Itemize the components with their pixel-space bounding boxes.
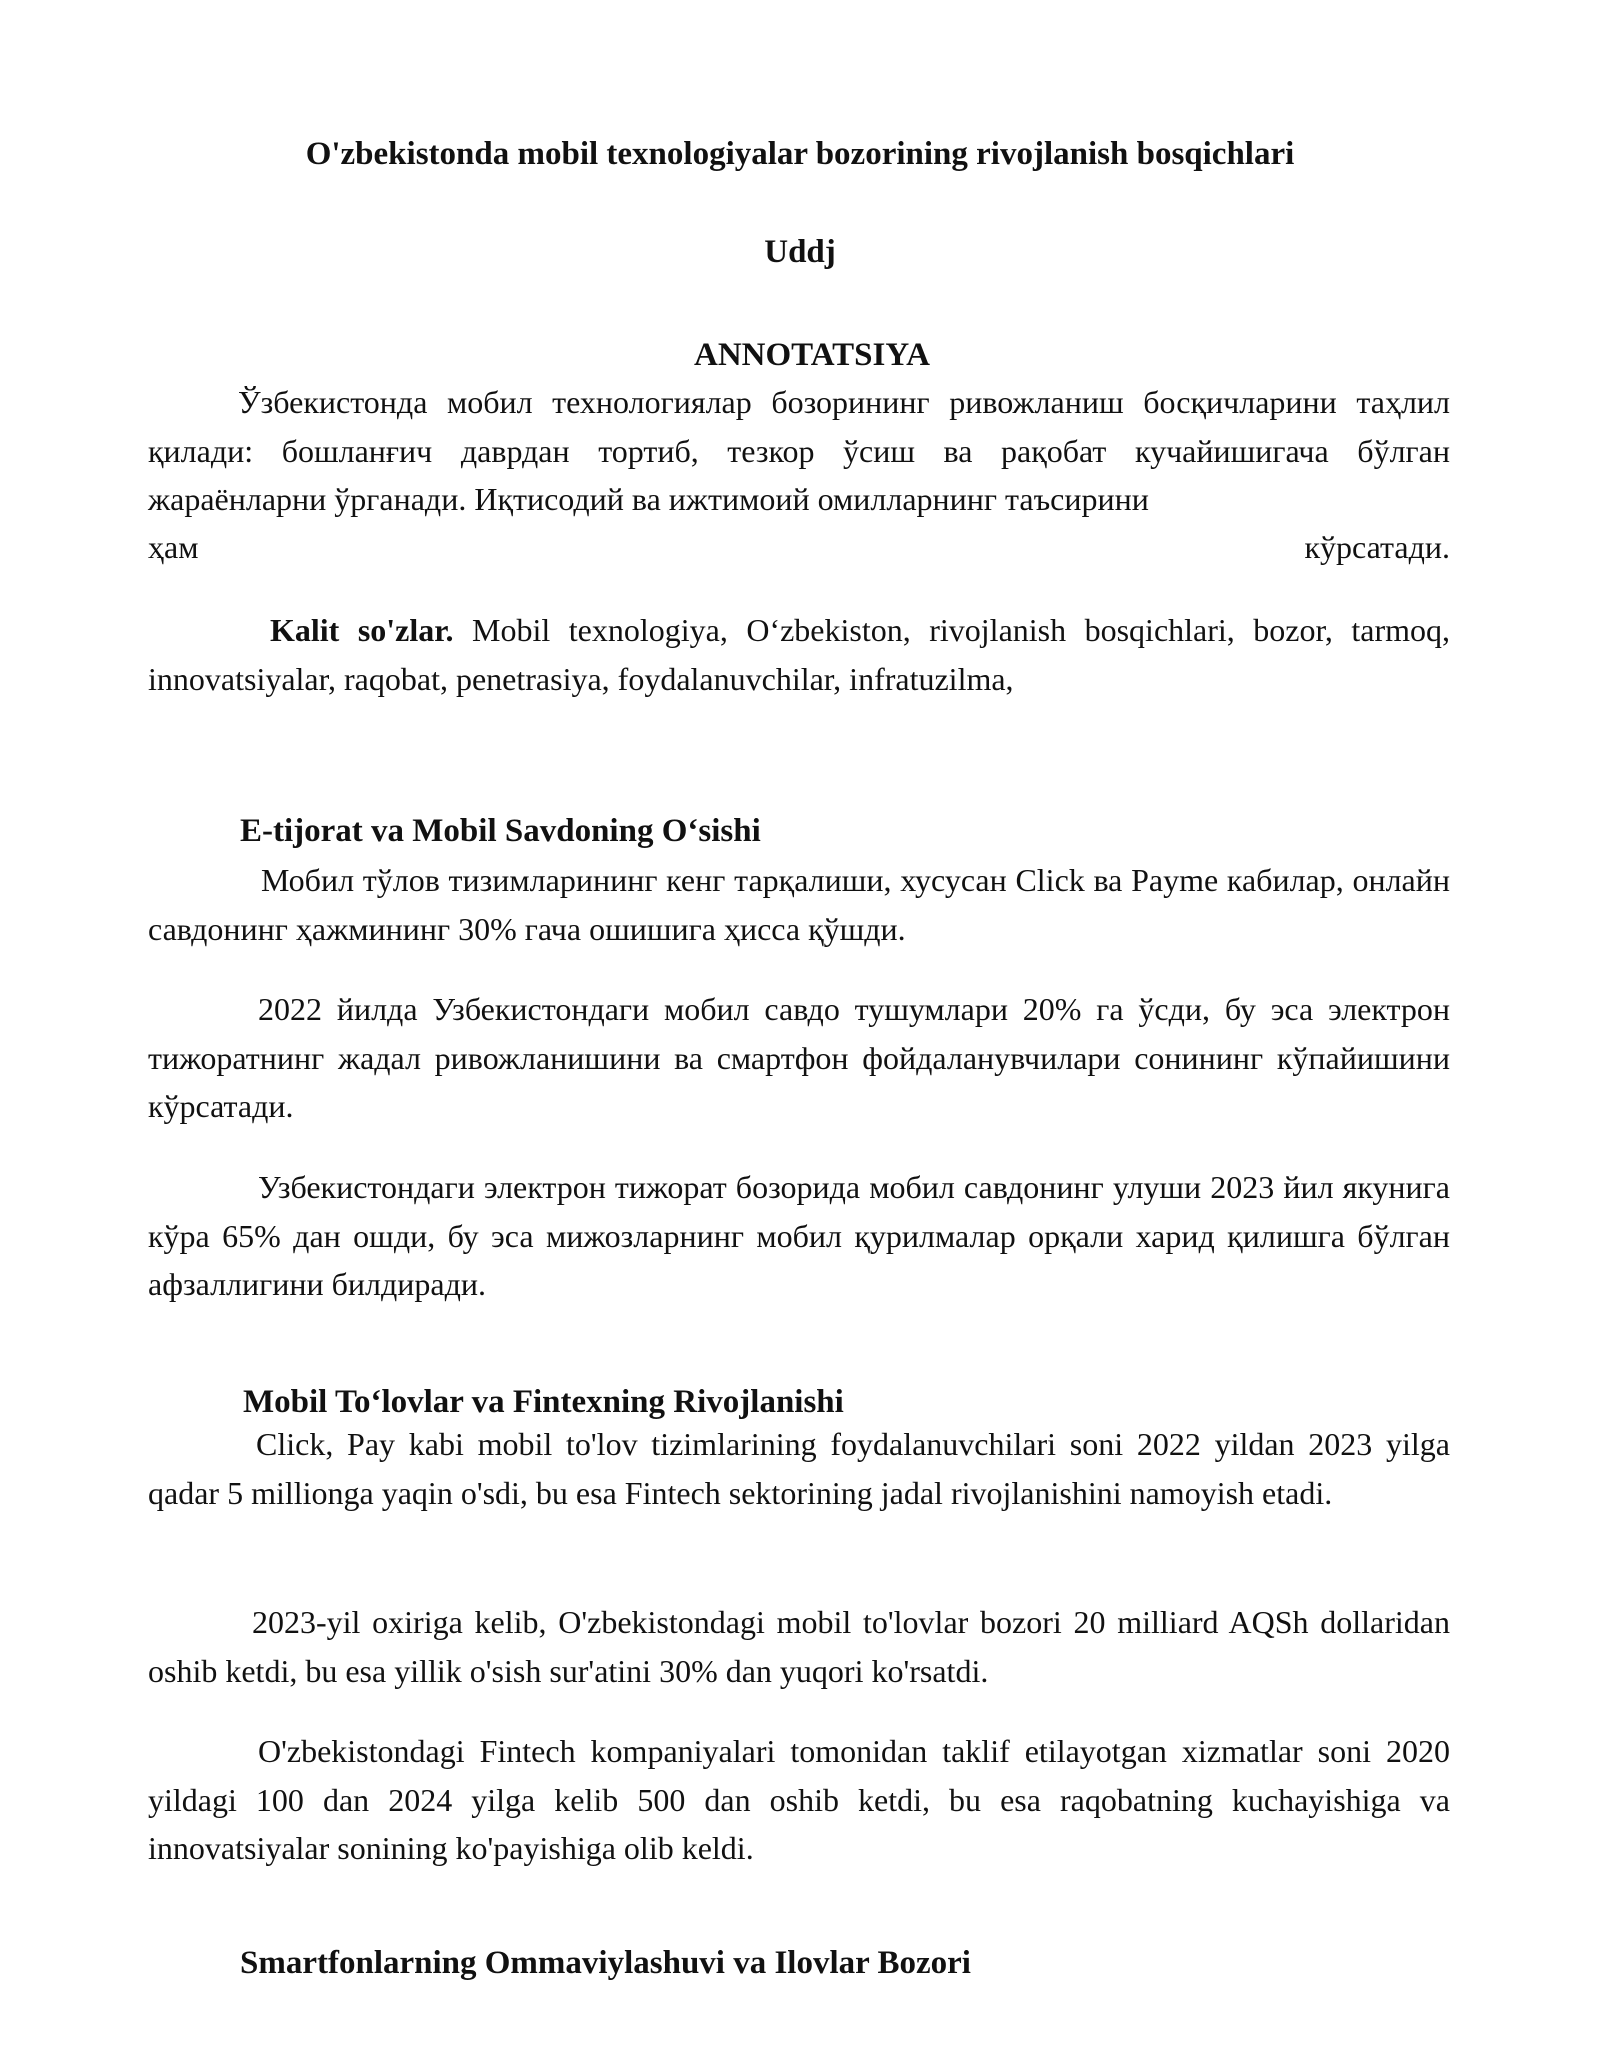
annotation-last-line (148, 523, 1450, 572)
document-title: O'zbekistonda mobil texnologiyalar bozorining rivojlanish bosqichlari (305, 136, 1295, 172)
annotation-last-word-left: ҳам (148, 529, 199, 565)
paragraph-fintech-1: Click, Pay kabi mobil to'lov tizimlarining foydalanuvchilari soni 2022 yildan 2023 yilga qadar 5 millionga yaqin o'sdi, bu esa Fintech sektorining jadal rivojlanishini namoyish etadi. (148, 1426, 1450, 1511)
annotation-text: Ўзбекистонда мобил технологиялар бозорининг ривожланиш босқичларини таҳлил қилади: бошланғич даврдан тортиб, тезкор ўсиш ва рақобат кучайишигача бўлган жараёнларни ўрганади. Иқтисодий ва ижтимоий омилларнинг таъсирини (148, 384, 1450, 517)
annotation-heading: ANNOTATSIYA (694, 337, 930, 373)
paragraph-ecommerce-1: Мобил тўлов тизимларининг кенг тарқалиши, хусусан Click ва Payme кабилар, онлайн савдонинг ҳажмининг 30% гача ошишига ҳисса қўшди. (148, 862, 1450, 947)
annotation-last-word-right: кўрсатади. (1304, 529, 1450, 565)
paragraph-fintech-3: O'zbekistondagi Fintech kompaniyalari tomonidan taklif etilayotgan xizmatlar soni 2020 yildagi 100 dan 2024 yilga kelib 500 dan oshib ketdi, bu esa raqobatning kuchayishiga va innovatsiyalar sonining ko'payishiga olib keldi. (148, 1733, 1450, 1866)
author-name: Uddj (764, 234, 836, 270)
paragraph-fintech-2: 2023-yil oxiriga kelib, O'zbekistondagi mobil to'lovlar bozori 20 milliard AQSh dollaridan oshib ketdi, bu esa yillik o'sish sur'atini 30% dan yuqori ko'rsatdi. (148, 1604, 1450, 1689)
keywords-paragraph (148, 606, 1450, 703)
section-heading-ecommerce: E-tijorat va Mobil Savdoning O‘sishi (240, 813, 761, 849)
keywords-text: Mobil texnologiya, O‘zbekiston, rivojlanish bosqichlari, bozor, tarmoq, innovatsiyalar, raqobat, penetrasiya, foydalanuvchilar, infratuzilma, (148, 612, 1451, 697)
paragraph-ecommerce-2: 2022 йилда Узбекистондаги мобил савдо тушумлари 20% га ўсди, бу эса электрон тижоратнинг жадал ривожланишини ва смартфон фойдаланувчилари сонининг кўпайишини кўрсатади. (148, 991, 1450, 1124)
keywords-label: Kalit so'zlar. (270, 612, 454, 648)
section-heading-fintech: Mobil To‘lovlar va Fintexning Rivojlanishi (243, 1384, 844, 1420)
section-heading-smartphones: Smartfonlarning Ommaviylashuvi va Ilovlar Bozori (240, 1945, 971, 1981)
paragraph-ecommerce-3: Узбекистондаги электрон тижорат бозорида мобил савдонинг улуши 2023 йил якунига кўра 65% дан ошди, бу эса мижозларнинг мобил қурилмалар орқали харид қилишга бўлган афзаллигини билдиради. (148, 1169, 1450, 1302)
